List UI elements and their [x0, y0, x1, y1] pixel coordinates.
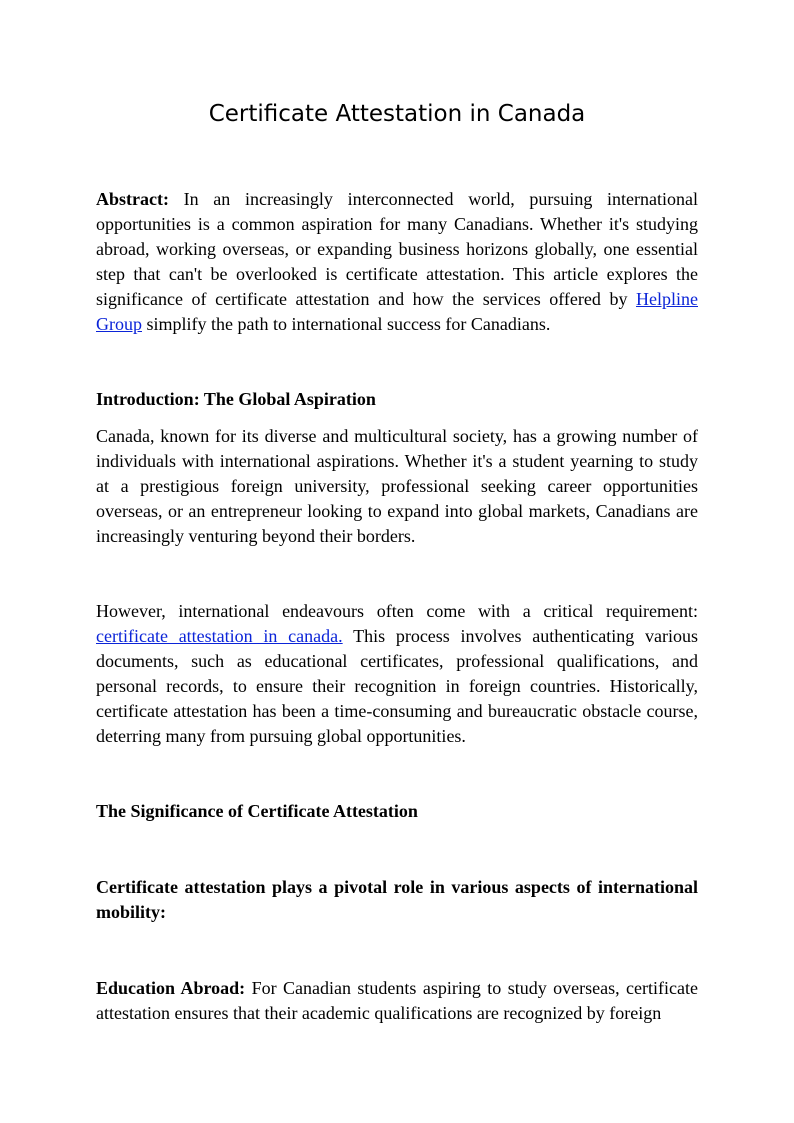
intro-paragraph-2 [96, 599, 698, 749]
intro-heading: Introduction: The Global Aspiration [96, 389, 376, 409]
page-title: Certificate Attestation in Canada [208, 101, 586, 127]
abstract-label: Abstract: [96, 189, 169, 209]
abstract-paragraph [96, 187, 698, 337]
abstract-text: In an increasingly interconnected world, pursuing international opportunities is a common aspiration for many Canadians. Whether it's studying abroad, working overseas, or expanding business horizons globally, one essential step that can't be overlooked is certificate attestation. This article explores the significance of certificate attestation and how the services offered by [96, 189, 698, 309]
intro-paragraph-2-text-end: This process involves authenticating various documents, such as educational certificates, professional qualifications, and personal records, to ensure their recognition in foreign countries. Historically, certificate attestation has been a time-consuming and bureaucratic obstacle course, deterring many from pursuing global opportunities. [96, 626, 699, 746]
intro-paragraph-2-text: However, international endeavours often come with a critical requirement: [96, 601, 698, 621]
intro-paragraph-1: Canada, known for its diverse and multicultural society, has a growing number of individuals with international aspirations. Whether it's a student yearning to study at a prestigious foreign university, professional seeking career opportunities overseas, or an entrepreneur looking to expand into global markets, Canadians are increasingly venturing beyond their borders. [96, 426, 698, 546]
significance-heading: The Significance of Certificate Attestation [96, 801, 418, 821]
education-abroad-paragraph [96, 976, 698, 1026]
certificate-attestation-link[interactable]: certificate attestation in canada. [96, 626, 343, 646]
significance-subheading: Certificate attestation plays a pivotal role in various aspects of international mobility: [96, 877, 698, 922]
abstract-text-end: simplify the path to international success for Canadians. [142, 314, 551, 334]
education-abroad-text: For Canadian students aspiring to study overseas, certificate attestation ensures that their academic qualifications are recognized by foreign [96, 978, 698, 1023]
education-abroad-label: Education Abroad: [96, 978, 246, 998]
helpline-group-link[interactable]: Helpline Group [96, 289, 698, 334]
